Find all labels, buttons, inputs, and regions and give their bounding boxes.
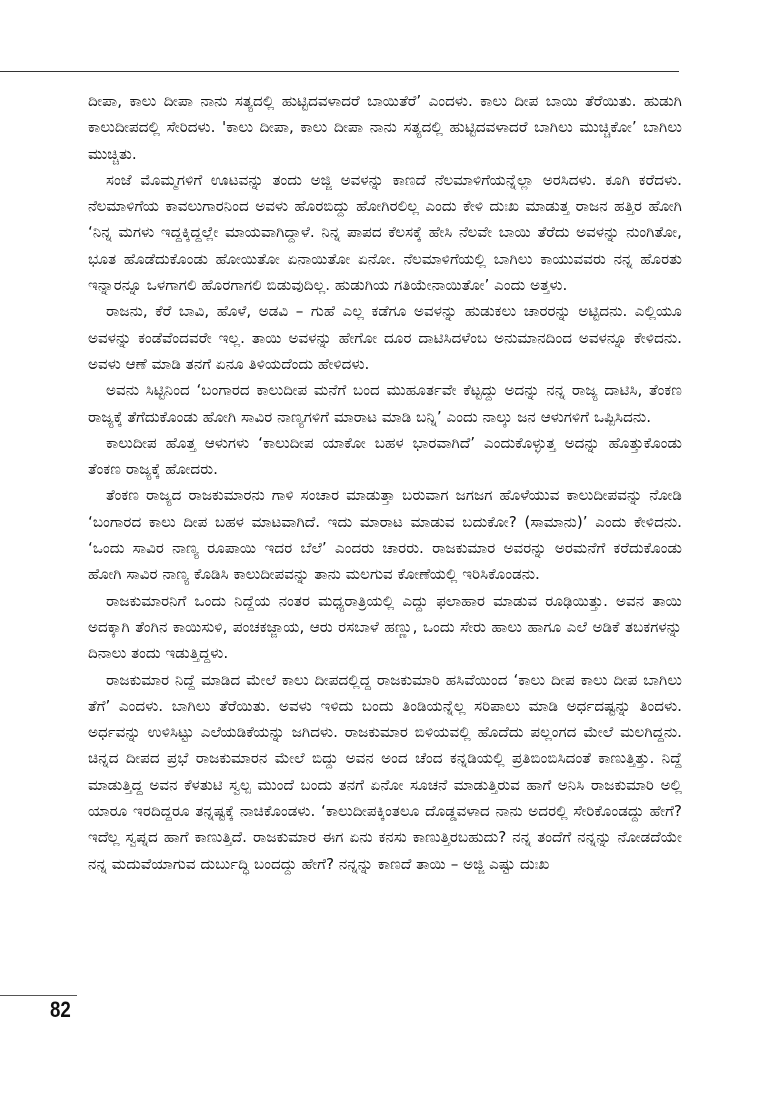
- header-rule: [0, 71, 679, 72]
- paragraph: ರಾಜಕುಮಾರನಿಗೆ ಒಂದು ನಿದ್ದೆಯ ನಂತರ ಮಧ್ಯರಾತ್ರಿಯಲ್ಲಿ ಎದ್ದು ಫಲಾಹಾರ ಮಾಡುವ ರೂಢಿಯಿತ್ತು. ಅವನ ತಾಯಿ ಅದಕ್ಕಾಗಿ ತೆಂಗಿನ ಕಾಯಿಸುಳಿ, ಪಂಚಕಜ್ಜಾಯ, ಆರು ರಸಬಾಳೆ ಹಣ್ಣು, ಒಂದು ಸೇರು ಹಾಲು ಹಾಗೂ ಎಲೆ ಅಡಿಕೆ ತಬಕಗಳನ್ನು ದಿನಾಲು ತಂದು ಇಡುತ್ತಿದ್ದಳು.: [88, 591, 682, 663]
- paragraph: ಅವನು ಸಿಟ್ಟಿನಿಂದ ‘ಬಂಗಾರದ ಕಾಲುದೀಪ ಮನೆಗೆ ಬಂದ ಮುಹೂರ್ತವೇ ಕೆಟ್ಟದ್ದು ಅದನ್ನು ನನ್ನ ರಾಜ್ಯ ದಾಟಿಸಿ, ತೆಂಕಣ ರಾಜ್ಯಕ್ಕೆ ತೆಗೆದುಕೊಂಡು ಹೋಗಿ ಸಾವಿರ ನಾಣ್ಯಗಳಿಗೆ ಮಾರಾಟ ಮಾಡಿ ಬನ್ನಿ’ ಎಂದು ನಾಲ್ಕು ಜನ ಆಳುಗಳಿಗೆ ಒಪ್ಪಿಸಿದನು.: [88, 381, 682, 426]
- page-number: 82: [50, 997, 71, 1022]
- paragraph: ರಾಜಕುಮಾರ ನಿದ್ದೆ ಮಾಡಿದ ಮೇಲೆ ಕಾಲು ದೀಪದಲ್ಲಿದ್ದ ರಾಜಕುಮಾರಿ ಹಸಿವೆಯಿಂದ ‘ಕಾಲು ದೀಪ ಕಾಲು ದೀಪ ಬಾಗಿಲು ತೆಗೆ’ ಎಂದಳು. ಬಾಗಿಲು ತೆರೆಯಿತು. ಅವಳು ಇಳಿದು ಬಂದು ತಿಂಡಿಯನ್ನೆಲ್ಲ ಸರಿಪಾಲು ಮಾಡಿ ಅರ್ಧದಷ್ಟನ್ನು ತಿಂದಳು. ಅರ್ಧವನ್ನು ಉಳಿಸಿಟ್ಟು ಎಲೆಯಡಿಕೆಯನ್ನು ಜಗಿದಳು. ರಾಜಕುಮಾರ ಬಿಳಿಯವಲ್ಲಿ ಹೊದೆದು ಪಲ್ಲಂಗದ ಮೇಲೆ ಮಲಗಿದ್ದನು. ಚಿನ್ನದ ದೀಪದ ಪ್ರಭೆ ರಾಜಕುಮಾರನ ಮೇಲೆ ಬಿದ್ದು ಅವನ ಅಂದ ಚೆಂದ ಕನ್ನಡಿಯಲ್ಲಿ ಪ್ರತಿಬಿಂಬಿಸಿದಂತೆ ಕಾಣುತ್ತಿತ್ತು. ನಿದ್ದೆ ಮಾಡುತ್ತಿದ್ದ ಅವನ ಕೆಳತುಟಿ ಸ್ವಲ್ಪ ಮುಂದೆ ಬಂದು ತನಗೆ ಏನೋ ಸೂಚನೆ ಮಾಡುತ್ತಿರುವ ಹಾಗೆ ಅನಿಸಿ ರಾಜಕುಮಾರಿ ಅಲ್ಲಿ ಯಾರೂ ಇರದಿದ್ದರೂ ತನ್ನಷ್ಟಕ್ಕೆ ನಾಚಿಕೊಂಡಳು. ‘ಕಾಲುದೀಪಕ್ಕಿಂತಲೂ ದೊಡ್ಡವಳಾದ ನಾನು ಅದರಲ್ಲಿ ಸೇರಿಕೊಂಡದ್ದು ಹೇಗೆ? ಇದೆಲ್ಲ ಸ್ವಪ್ನದ ಹಾಗೆ ಕಾಣುತ್ತಿದೆ. ರಾಜಕುಮಾರ ಈಗ ಏನು ಕನಸು ಕಾಣುತ್ತಿರಬಹುದು? ನನ್ನ ತಂದೆಗೆ ನನ್ನನ್ನು ನೋಡದೆಯೇ ನನ್ನ ಮದುವೆಯಾಗುವ ದುರ್ಬುದ್ಧಿ ಬಂದದ್ದು ಹೇಗೆ? ನನ್ನನ್ನು ಕಾಣದೆ ತಾಯಿ – ಅಜ್ಜಿ ಎಷ್ಟು ದುಃಖ: [88, 670, 682, 873]
- footer-rule: [0, 995, 77, 996]
- paragraph: ತೆಂಕಣ ರಾಜ್ಯದ ರಾಜಕುಮಾರನು ಗಾಳಿ ಸಂಚಾರ ಮಾಡುತ್ತಾ ಬರುವಾಗ ಜಗಜಗ ಹೊಳೆಯುವ ಕಾಲುದೀಪವನ್ನು ನೋಡಿ ‘ಬಂಗಾರದ ಕಾಲು ದೀಪ ಬಹಳ ಮಾಟವಾಗಿದೆ. ಇದು ಮಾರಾಟ ಮಾಡುವ ಬದುಕೋ? (ಸಾಮಾನು)’ ಎಂದು ಕೇಳಿದನು. ‘ಒಂದು ಸಾವಿರ ನಾಣ್ಯ ರೂಪಾಯಿ ಇದರ ಬೆಲೆ’ ಎಂದರು ಚಾರರು. ರಾಜಕುಮಾರ ಅವರನ್ನು ಅರಮನೆಗೆ ಕರೆದುಕೊಂಡು ಹೋಗಿ ಸಾವಿರ ನಾಣ್ಯ ಕೊಡಿಸಿ ಕಾಲುದೀಪವನ್ನು ತಾನು ಮಲಗುವ ಕೋಣೆಯಲ್ಲಿ ಇರಿಸಿಕೊಂಡನು.: [88, 486, 682, 584]
- paragraph: ದೀಪಾ, ಕಾಲು ದೀಪಾ ನಾನು ಸತ್ಯದಲ್ಲಿ ಹುಟ್ಟಿದವಳಾದರೆ ಬಾಯಿತೆರೆ’ ಎಂದಳು. ಕಾಲು ದೀಪ ಬಾಯಿ ತೆರೆಯಿತು. ಹುಡುಗಿ ಕಾಲುದೀಪದಲ್ಲಿ ಸೇರಿದಳು. 'ಕಾಲು ದೀಪಾ, ಕಾಲು ದೀಪಾ ನಾನು ಸತ್ಯದಲ್ಲಿ ಹುಟ್ಟಿದವಳಾದರೆ ಬಾಗಿಲು ಮುಚ್ಚಿಕೋ’ ಬಾಗಿಲು ಮುಚ್ಚಿತು.: [88, 92, 682, 163]
- body-text: [88, 88, 682, 877]
- paragraph: ಸಂಜೆ ಮೊಮ್ಮಗಳಿಗೆ ಊಟವನ್ನು ತಂದು ಅಜ್ಜಿ ಅವಳನ್ನು ಕಾಣದೆ ನೆಲಮಾಳಿಗೆಯನ್ನೆಲ್ಲಾ ಅರಸಿದಳು. ಕೂಗಿ ಕರೆದಳು. ನೆಲಮಾಳಿಗೆಯ ಕಾವಲುಗಾರನಿಂದ ಅವಳು ಹೊರಬಿದ್ದು ಹೋಗಿರಲಿಲ್ಲ ಎಂದು ಕೇಳಿ ದುಃಖ ಮಾಡುತ್ತ ರಾಜನ ಹತ್ತಿರ ಹೋಗಿ ‘ನಿನ್ನ ಮಗಳು ಇದ್ದಕ್ಕಿದ್ದಲ್ಲೇ ಮಾಯವಾಗಿದ್ದಾಳೆ. ನಿನ್ನ ಪಾಪದ ಕೆಲಸಕ್ಕೆ ಹೇಸಿ ನೆಲವೇ ಬಾಯಿ ತೆರೆದು ಅವಳನ್ನು ನುಂಗಿತೋ, ಭೂತ ಹೊಡೆದುಕೊಂಡು ಹೋಯಿತೋ ಏನಾಯಿತೋ ಏನೋ. ನೆಲಮಾಳಿಗೆಯಲ್ಲಿ ಬಾಗಿಲು ಕಾಯುವವರು ನನ್ನ ಹೊರತು ಇನ್ನಾರನ್ನೂ ಒಳಗಾಗಲಿ ಹೊರಗಾಗಲಿ ಬಿಡುವುದಿಲ್ಲ. ಹುಡುಗಿಯ ಗತಿಯೇನಾಯಿತೋ’ ಎಂದು ಅತ್ತಳು.: [88, 170, 682, 295]
- paragraph: ರಾಜನು, ಕೆರೆ ಬಾವಿ, ಹೊಳೆ, ಅಡವಿ – ಗುಹೆ ಎಲ್ಲ ಕಡೆಗೂ ಅವಳನ್ನು ಹುಡುಕಲು ಚಾರರನ್ನು ಅಟ್ಟಿದನು. ಎಲ್ಲಿಯೂ ಅವಳನ್ನು ಕಂಡೆವೆಂದವರೇ ಇಲ್ಲ. ತಾಯಿ ಅವಳನ್ನು ಹೇಗೋ ದೂರ ದಾಟಿಸಿದಳೆಂಬ ಅನುಮಾನದಿಂದ ಅವಳನ್ನೂ ಕೇಳಿದನು. ಅವಳು ಆಣೆ ಮಾಡಿ ತನಗೆ ಏನೂ ತಿಳಿಯದೆಂದು ಹೇಳಿದಳು.: [88, 302, 682, 373]
- paragraph: ಕಾಲುದೀಪ ಹೊತ್ತ ಆಳುಗಳು ‘ಕಾಲುದೀಪ ಯಾಕೋ ಬಹಳ ಭಾರವಾಗಿದೆ’ ಎಂದುಕೊಳ್ಳುತ್ತ ಅದನ್ನು ಹೊತ್ತುಕೊಂಡು ತೆಂಕಣ ರಾಜ್ಯಕ್ಕೆ ಹೋದರು.: [88, 433, 682, 479]
